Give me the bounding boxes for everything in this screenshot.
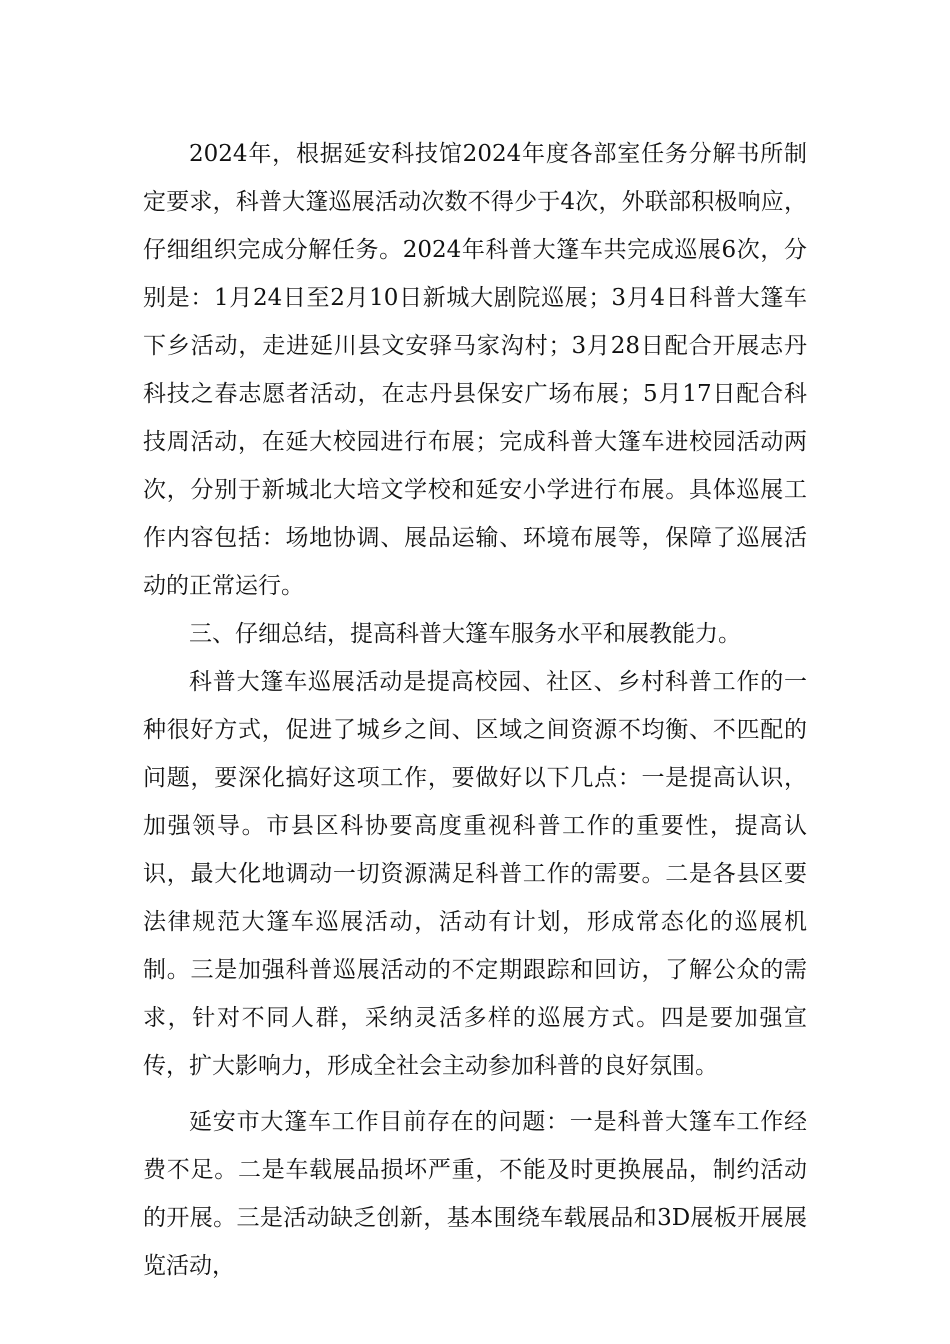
- paragraph-tour-summary: 2024年，根据延安科技馆2024年度各部室任务分解书所制定要求，科普大篷巡展活动次数不得少于4次，外联部积极响应，仔细组织完成分解任务。2024年科普大篷车共完成巡展6次，分别是：1月24日至2月10日新城大剧院巡展；3月4日科普大篷车下乡活动，走进延川县文安驿马家沟村；3月28日配合开展志丹科技之春志愿者活动，在志丹县保安广场布展；5月17日配合科技周活动，在延大校园进行布展；完成科普大篷车进校园活动两次，分别于新城北大培文学校和延安小学进行布展。具体巡展工作内容包括：场地协调、展品运输、环境布展等，保障了巡展活动的正常运行。: [143, 141, 807, 599]
- section-heading-summary: 三、仔细总结，提高科普大篷车服务水平和展教能力。: [189, 621, 741, 647]
- paragraph-recommendations: 科普大篷车巡展活动是提高校园、社区、乡村科普工作的一种很好方式，促进了城乡之间、区域之间资源不均衡、不匹配的问题，要深化搞好这项工作，要做好以下几点：一是提高认识，加强领导。市县区科协要高度重视科普工作的重要性，提高认识，最大化地调动一切资源满足科普工作的需要。二是各县区要法律规范大篷车巡展活动，活动有计划，形成常态化的巡展机制。三是加强科普巡展活动的不定期跟踪和回访，了解公众的需求，针对不同人群，采纳灵活多样的巡展方式。四是要加强宣传，扩大影响力，形成全社会主动参加科普的良好氛围。: [143, 669, 807, 1079]
- document-body: [143, 130, 807, 1290]
- paragraph-problems: 延安市大篷车工作目前存在的问题：一是科普大篷车工作经费不足。二是车载展品损坏严重，不能及时更换展品，制约活动的开展。三是活动缺乏创新，基本围绕车载展品和3D展板开展展览活动，: [143, 1109, 807, 1279]
